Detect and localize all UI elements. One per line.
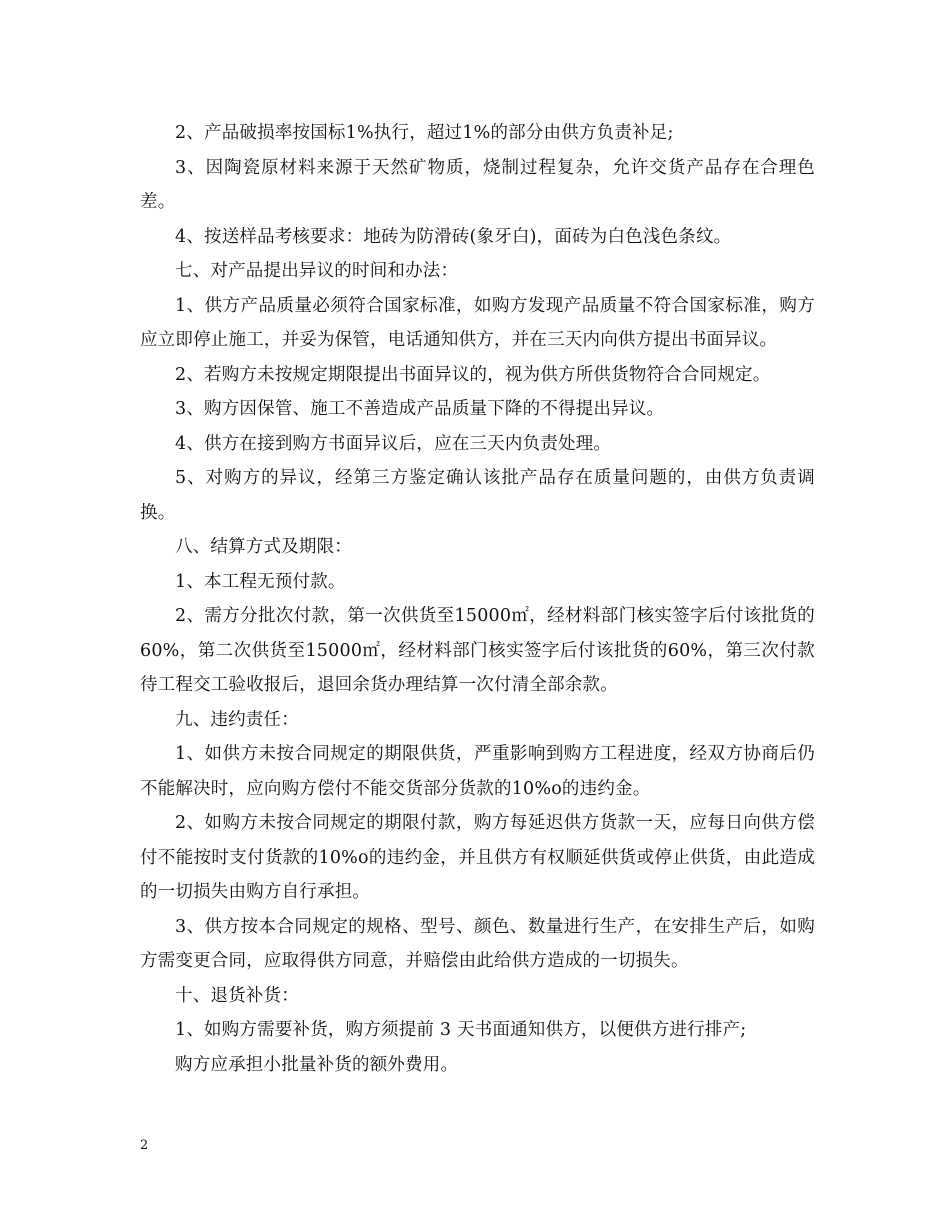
- paragraph: 2、如购方未按合同规定的期限付款，购方每延迟供方货款一天，应每日向供方偿付不能按时支付货款的10%o的违约金，并且供方有权顺延供货或停止供货，由此造成的一切损失由购方自行承担。: [140, 813, 815, 902]
- paragraph: 购方应承担小批量补货的额外费用。: [175, 1054, 459, 1075]
- paragraph: 4、供方在接到购方书面异议后，应在三天内负责处理。: [175, 433, 612, 454]
- paragraph: 5、对购方的异议，经第三方鉴定确认该批产品存在质量问题的，由供方负责调换。: [140, 468, 815, 523]
- paragraph: 2、需方分批次付款，第一次供货至15000㎡，经材料部门核实签字后付该批货的60%，第二次供货至15000㎡，经材料部门核实签字后付该批货的60%，第三次付款待工程交工验收报后，退回余货办理结算一次付清全部余款。: [140, 606, 815, 695]
- paragraph: 3、因陶瓷原材料来源于天然矿物质，烧制过程复杂，允许交货产品存在合理色差。: [140, 157, 815, 212]
- paragraph: 1、如购方需要补货，购方须提前 3 天书面通知供方，以便供方进行排产;: [175, 1020, 747, 1040]
- paragraph: 1、如供方未按合同规定的期限供货，严重影响到购方工程进度，经双方协商后仍不能解决时，应向购方偿付不能交货部分货款的10%o的违约金。: [140, 744, 815, 799]
- section-heading: 八、结算方式及期限：: [175, 537, 352, 557]
- paragraph: 2、若购方未按规定期限提出书面异议的，视为供方所供货物符合合同规定。: [175, 364, 771, 385]
- paragraph: 1、本工程无预付款。: [175, 571, 346, 592]
- section-heading: 十、退货补货：: [175, 985, 299, 1006]
- paragraph: 3、供方按本合同规定的规格、型号、颜色、数量进行生产，在安排生产后，如购方需变更合同，应取得供方同意，并赔偿由此给供方造成的一切损失。: [140, 916, 815, 971]
- paragraph: 1、供方产品质量必须符合国家标准，如购方发现产品质量不符合国家标准，购方应立即停止施工，并妥为保管，电话通知供方，并在三天内向供方提出书面异议。: [140, 295, 815, 350]
- paragraph: 2、产品破损率按国标1%执行，超过1%的部分由供方负责补足;: [175, 123, 674, 143]
- paragraph: 3、购方因保管、施工不善造成产品质量下降的不得提出异议。: [175, 399, 665, 419]
- document-body: [140, 116, 815, 1082]
- section-heading: 九、违约责任：: [175, 709, 299, 730]
- paragraph: 4、按送样品考核要求：地砖为防滑砖(象牙白)，面砖为白色浅色条纹。: [175, 226, 732, 247]
- section-heading: 七、对产品提出异议的时间和办法：: [175, 261, 459, 281]
- page-number: 2: [140, 1138, 149, 1153]
